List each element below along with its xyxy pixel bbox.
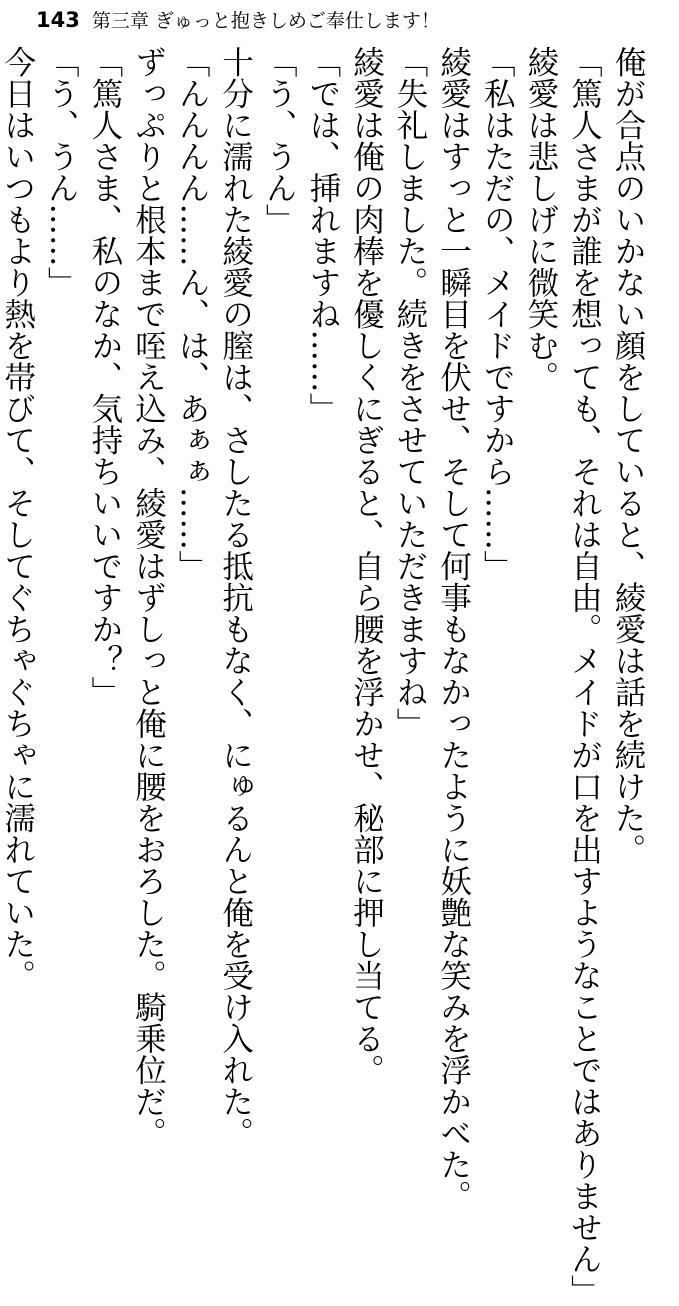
text-line: 「う、うん」 bbox=[261, 46, 298, 235]
text-line: 綾愛はすっと一瞬目を伏せ、そして何事もなかったように妖艶な笑みを浮かべた。 bbox=[435, 46, 472, 1212]
text-line: ずっぷりと根本まで咥え込み、綾愛はずしっと俺に腰をおろした。騎乗位だ。 bbox=[130, 46, 167, 1149]
vertical-body-text bbox=[0, 46, 649, 1306]
text-line: 綾愛は俺の肉棒を優しくにぎると、自ら腰を浮かせ、秘部に押し当てる。 bbox=[348, 46, 385, 1086]
text-line: 「失礼しました。続きをさせていただきますね」 bbox=[392, 46, 429, 739]
text-line: 「んんんん……ん、は、あぁぁ……」 bbox=[174, 46, 211, 582]
text-line: 「篤人さま、私のなか、気持ちいいですか？」 bbox=[86, 46, 123, 708]
page-number: 143 bbox=[36, 8, 80, 32]
text-line: 俺が合点のいかない顔をしていると、綾愛は話を続けた。 bbox=[610, 46, 646, 865]
text-line: 綾愛は悲しげに微笑む。 bbox=[522, 46, 559, 393]
running-header bbox=[36, 6, 440, 34]
text-line: 「では、挿れますね……」 bbox=[304, 46, 341, 424]
chapter-title: 第三章 ぎゅっと抱きしめご奉仕します！ bbox=[91, 10, 440, 32]
text-line: 今日はいつもより熱を帯びて、そしてぐちゃぐちゃに濡れていた。 bbox=[0, 46, 36, 991]
text-line: 「篤人さまが誰を想っても、それは自由。メイドが口を出すようなことではありません」 bbox=[566, 46, 603, 1306]
text-line: 十分に濡れた綾愛の膣は、さしたる抵抗もなく、にゅるんと俺を受け入れた。 bbox=[217, 46, 254, 1149]
text-line: 「う、うん……」 bbox=[43, 46, 80, 298]
text-line: 「私はただの、メイドですから……」 bbox=[479, 46, 516, 582]
